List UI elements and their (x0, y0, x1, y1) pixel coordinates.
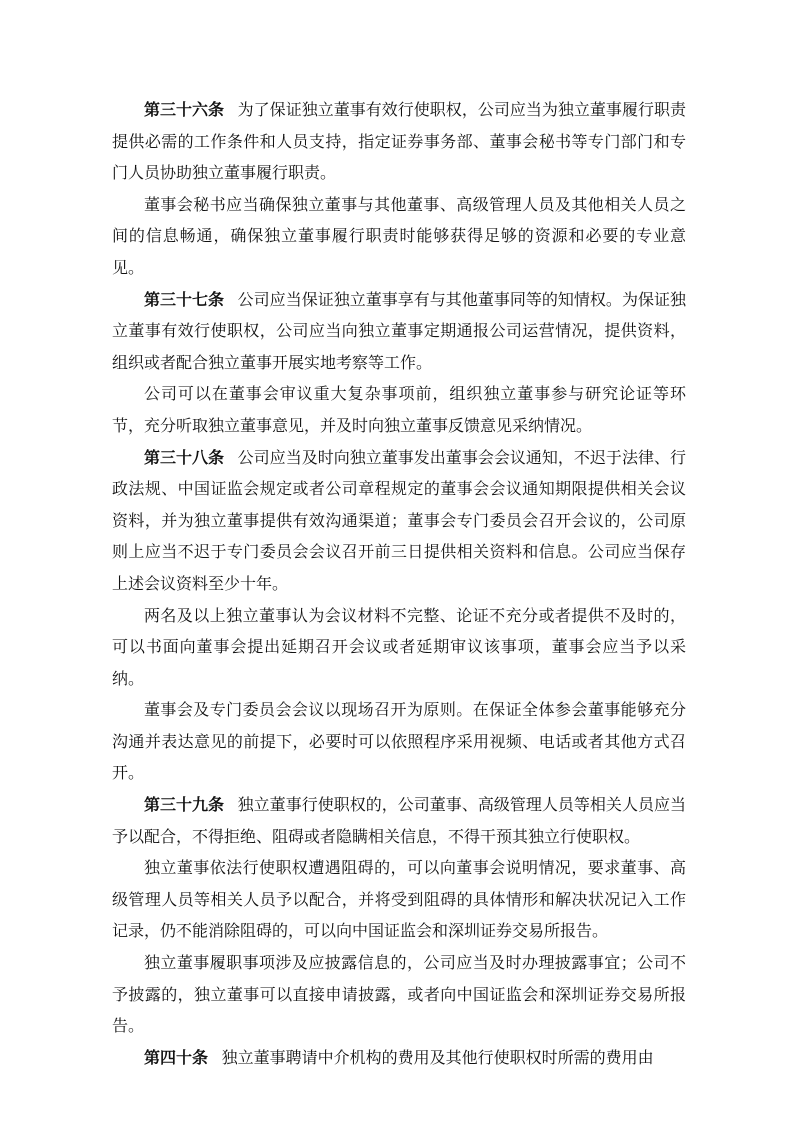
paragraph (112, 601, 686, 696)
article-number: 第三十九条 (144, 797, 225, 815)
paragraph-text: 公司应当及时向独立董事发出董事会会议通知，不迟于法律、行政法规、中国证监会规定或者公司章程规定的董事会会议通知期限提供相关会议资料，并为独立董事提供有效沟通渠道；董事会专门委员会召开会议的，公司原则上应当不迟于专门委员会会议召开前三日提供相关资料和信息。公司应当保存上述会议资料至少十年。 (112, 449, 686, 593)
paragraph-article-40 (112, 1043, 686, 1075)
article-number: 第三十八条 (144, 449, 225, 467)
paragraph-article-37 (112, 285, 686, 380)
paragraph-article-39 (112, 790, 686, 853)
paragraph-text: 董事会及专门委员会会议以现场召开为原则。在保证全体参会董事能够充分沟通并表达意见的前提下，必要时可以依照程序采用视频、电话或者其他方式召开。 (112, 702, 686, 783)
paragraph-text: 公司应当保证独立董事享有与其他董事同等的知情权。为保证独立董事有效行使职权，公司应当向独立董事定期通报公司运营情况，提供资料，组织或者配合独立董事开展实地考察等工作。 (112, 291, 686, 372)
paragraph-text: 独立董事聘请中介机构的费用及其他行使职权时所需的费用由 (221, 1049, 654, 1067)
article-number: 第三十七条 (144, 291, 225, 309)
paragraph (112, 379, 686, 442)
article-number: 第三十六条 (144, 102, 225, 119)
paragraph (112, 948, 686, 1043)
paragraph-text: 为了保证独立董事有效行使职权，公司应当为独立董事履行职责提供必需的工作条件和人员支持，指定证券事务部、董事会秘书等专门部门和专门人员协助独立董事履行职责。 (112, 102, 686, 183)
article-number: 第四十条 (144, 1049, 209, 1067)
paragraph (112, 190, 686, 285)
paragraph-text: 独立董事依法行使职权遭遇阻碍的，可以向董事会说明情况，要求董事、高级管理人员等相关人员予以配合，并将受到阻碍的具体情形和解决状况记入工作记录，仍不能消除阻碍的，可以向中国证监会和深圳证券交易所报告。 (112, 860, 686, 941)
paragraph (112, 853, 686, 948)
paragraph-text: 董事会秘书应当确保独立董事与其他董事、高级管理人员及其他相关人员之间的信息畅通，确保独立董事履行职责时能够获得足够的资源和必要的专业意见。 (112, 196, 686, 277)
paragraph-text: 独立董事行使职权的，公司董事、高级管理人员等相关人员应当予以配合，不得拒绝、阻碍或者隐瞒相关信息，不得干预其独立行使职权。 (112, 797, 686, 846)
paragraph-text: 公司可以在董事会审议重大复杂事项前，组织独立董事参与研究论证等环节，充分听取独立董事意见，并及时向独立董事反馈意见采纳情况。 (112, 386, 686, 435)
paragraph-article-38 (112, 443, 686, 601)
paragraph-article-36 (112, 95, 686, 190)
paragraph-text: 独立董事履职事项涉及应披露信息的，公司应当及时办理披露事宜；公司不予披露的，独立董事可以直接申请披露，或者向中国证监会和深圳证券交易所报告。 (112, 955, 686, 1036)
body-text (112, 95, 686, 1074)
paragraph-text: 两名及以上独立董事认为会议材料不完整、论证不充分或者提供不及时的，可以书面向董事会提出延期召开会议或者延期审议该事项，董事会应当予以采纳。 (112, 607, 686, 688)
paragraph (112, 695, 686, 790)
